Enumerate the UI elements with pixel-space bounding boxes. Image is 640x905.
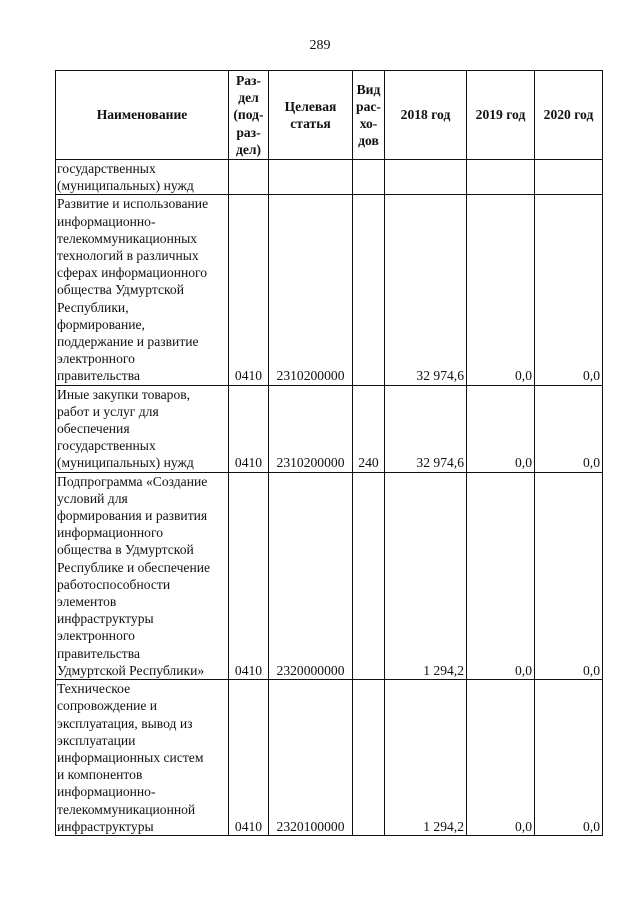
table-row [56, 195, 603, 385]
row-expense-type [353, 680, 385, 836]
row-target [269, 160, 353, 195]
row-2018 [385, 160, 467, 195]
row-name: Подпрограмма «Создание условий для формирования и развития информационного общества в Удмуртской Республике и обеспечение работоспособности элементов инфраструктуры электронного правительства Удмуртской Республики» [56, 472, 229, 679]
row-target: 2320000000 [269, 472, 353, 679]
row-2018: 32 974,6 [385, 195, 467, 385]
header-target: Целевая статья [269, 71, 353, 160]
row-section: 0410 [229, 472, 269, 679]
table-row [56, 472, 603, 679]
row-2019: 0,0 [467, 195, 535, 385]
table-row [56, 680, 603, 836]
row-expense-type [353, 195, 385, 385]
row-2019: 0,0 [467, 472, 535, 679]
table-row [56, 385, 603, 472]
row-2020 [535, 160, 603, 195]
row-2019: 0,0 [467, 385, 535, 472]
header-name: Наименование [56, 71, 229, 160]
row-section: 0410 [229, 195, 269, 385]
row-target: 2310200000 [269, 385, 353, 472]
row-2020: 0,0 [535, 472, 603, 679]
row-target: 2310200000 [269, 195, 353, 385]
header-expense-type: Вид рас- хо- дов [353, 71, 385, 160]
page-number: 289 [309, 38, 331, 53]
row-target: 2320100000 [269, 680, 353, 836]
row-name: государственных (муниципальных) нужд [56, 160, 229, 195]
row-2020: 0,0 [535, 385, 603, 472]
header-section: Раз- дел (под- раз- дел) [229, 71, 269, 160]
row-2019 [467, 160, 535, 195]
row-name: Иные закупки товаров, работ и услуг для обеспечения государственных (муниципальных) нужд [56, 385, 229, 472]
row-section [229, 160, 269, 195]
row-2020: 0,0 [535, 195, 603, 385]
header-2018: 2018 год [385, 71, 467, 160]
budget-table [55, 70, 603, 836]
row-section: 0410 [229, 385, 269, 472]
row-section: 0410 [229, 680, 269, 836]
row-2018: 1 294,2 [385, 472, 467, 679]
header-2019: 2019 год [467, 71, 535, 160]
row-2018: 32 974,6 [385, 385, 467, 472]
row-name: Развитие и использование информационно- телекоммуникационных технологий в различных сферах информационного общества Удмуртской Республики, формирование, поддержание и развитие электронного правительства [56, 195, 229, 385]
row-expense-type [353, 160, 385, 195]
table-header-row [56, 71, 603, 160]
row-expense-type [353, 472, 385, 679]
row-2019: 0,0 [467, 680, 535, 836]
row-expense-type: 240 [353, 385, 385, 472]
row-name: Техническое сопровождение и эксплуатация, вывод из эксплуатации информационных систем и компонентов информационно- телекоммуникационной инфраструктуры [56, 680, 229, 836]
row-2020: 0,0 [535, 680, 603, 836]
header-2020: 2020 год [535, 71, 603, 160]
table-row [56, 160, 603, 195]
row-2018: 1 294,2 [385, 680, 467, 836]
